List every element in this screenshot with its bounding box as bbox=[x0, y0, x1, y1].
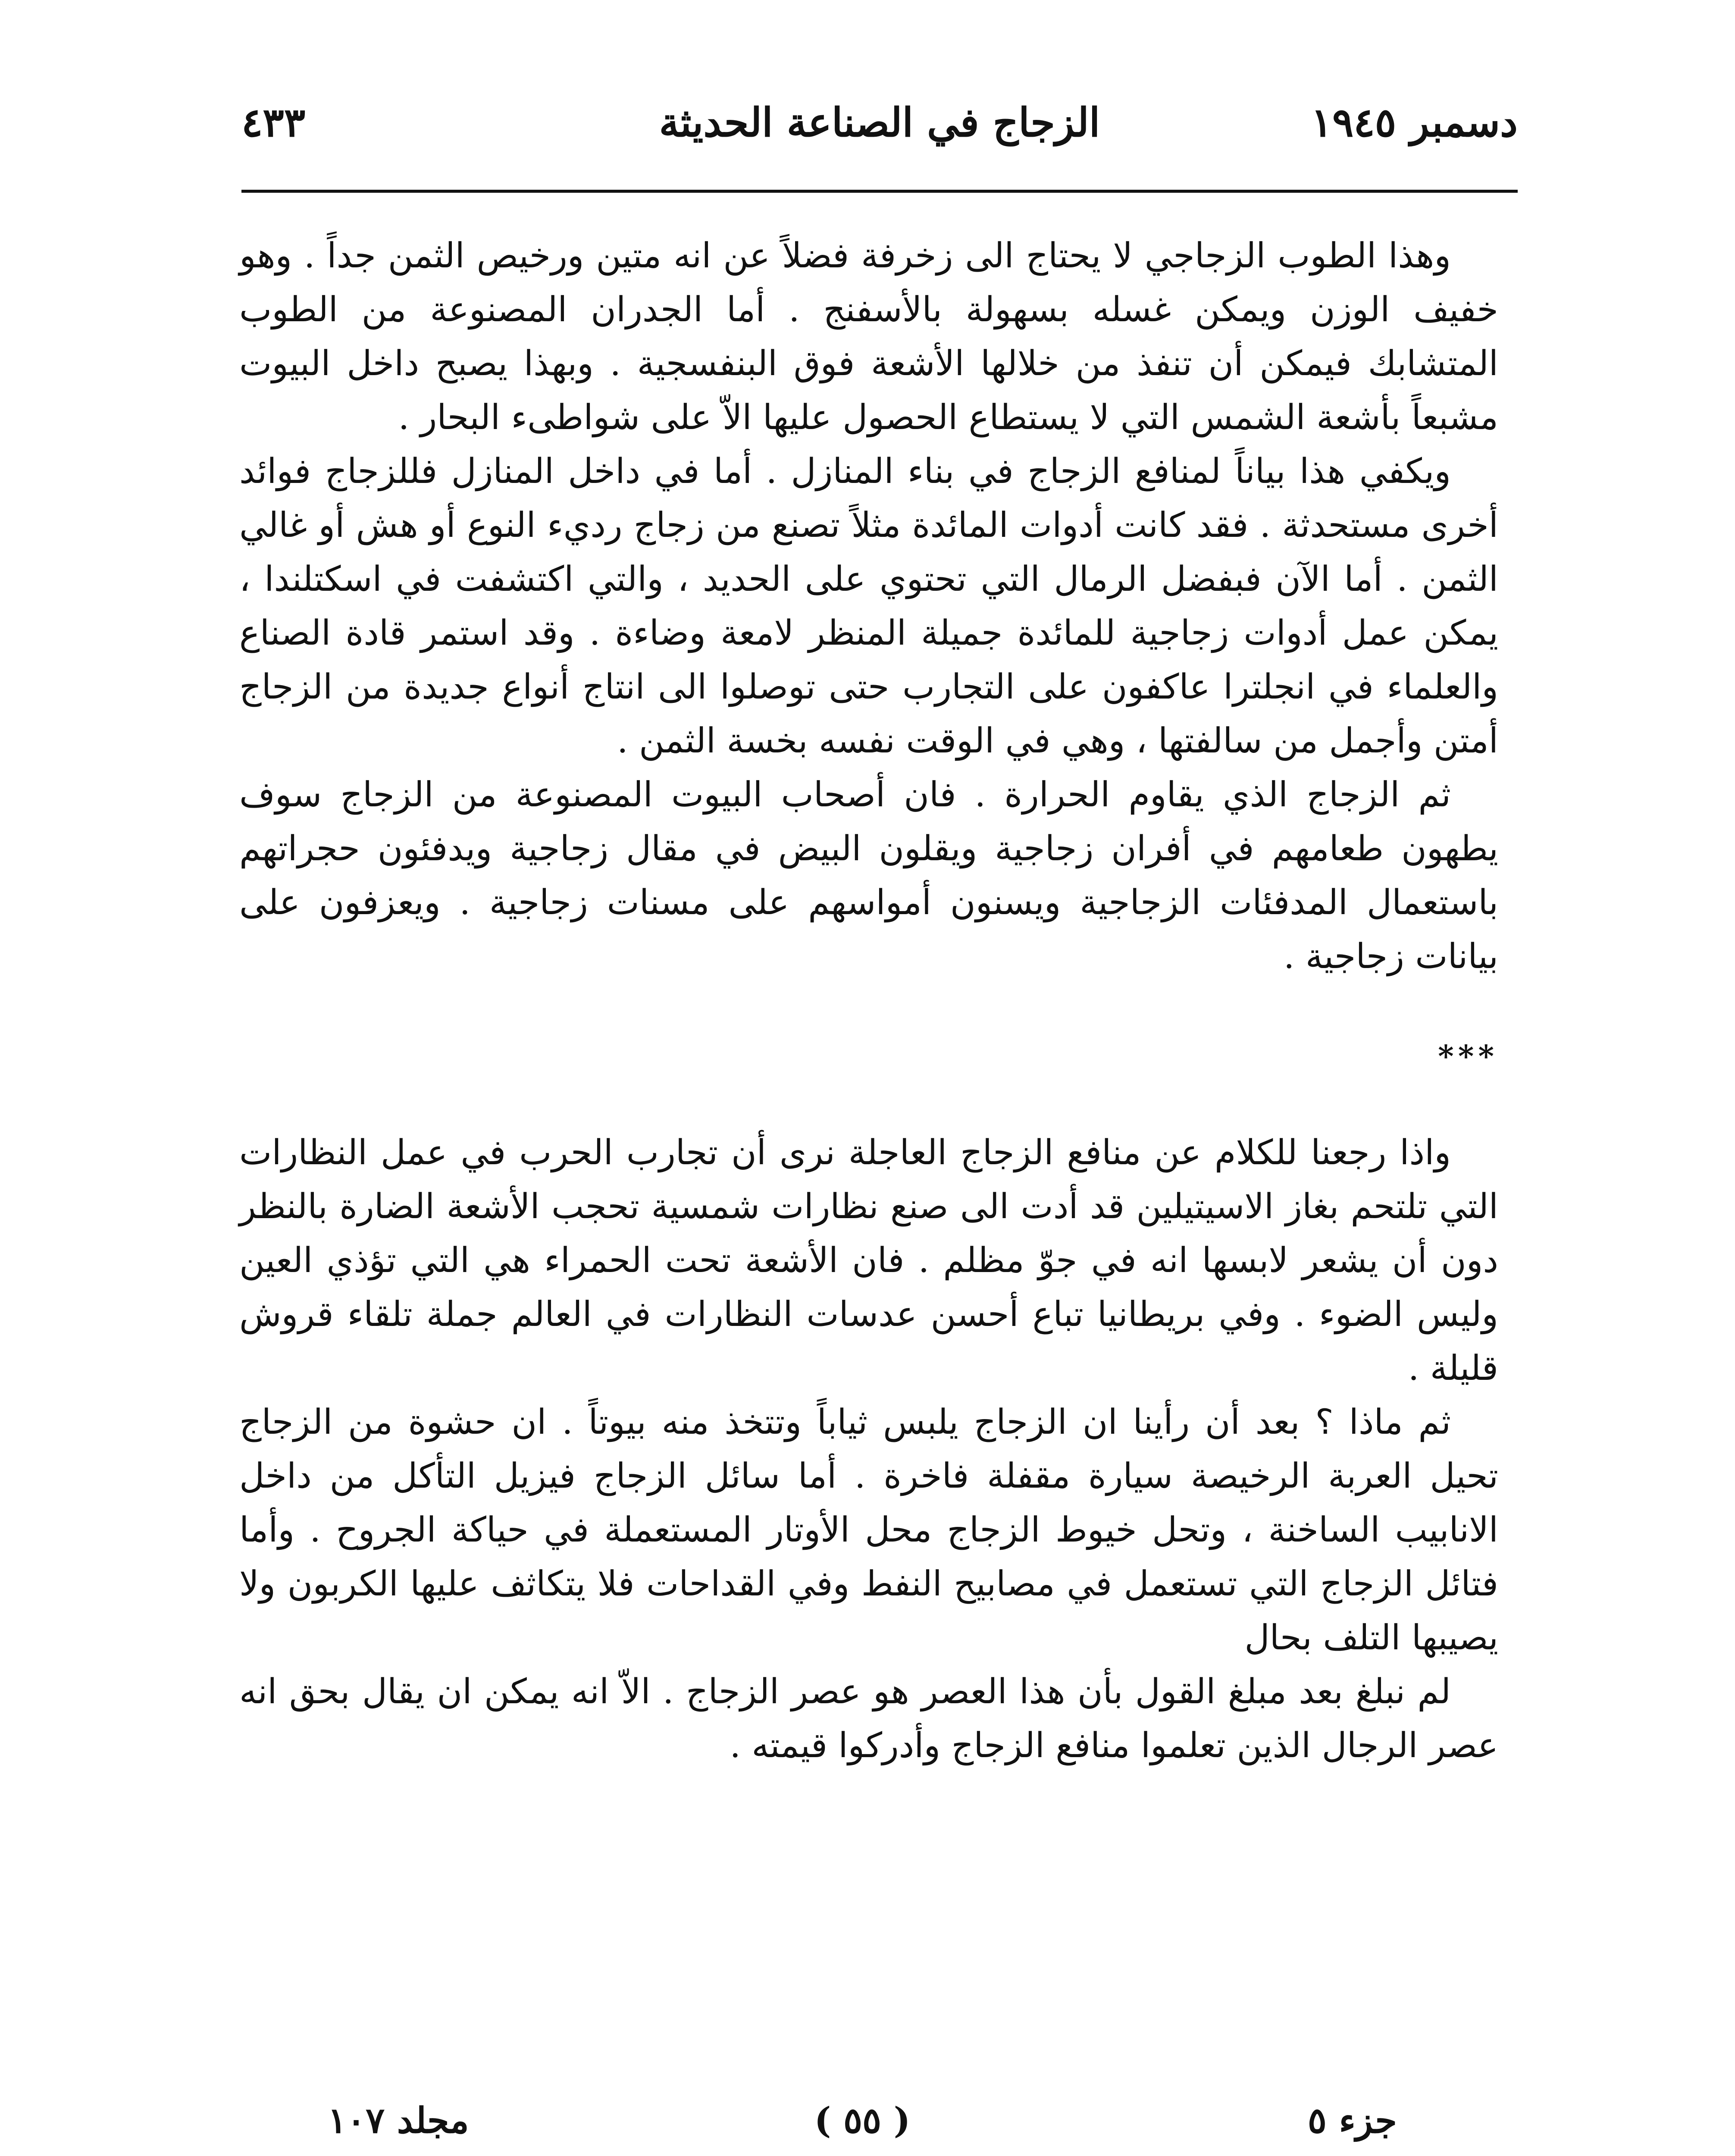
paragraph-4: واذا رجعنا للكلام عن منافع الزجاج العاجلة نرى أن تجارب الحرب في عمل النظارات التي تلتحم بغاز الاسيتيلين قد أدت الى صنع نظارات شمسية تحجب الأشعة الضارة بالنظر دون أن يشعر لابسها انه في جوّ مظلم . فان الأشعة تحت الحمراء هي التي تؤذي العين وليس الضوء . وفي بريطانيا تباع أحسن عدسات النظارات في العالم جملة تلقاء قروش قليلة . bbox=[239, 1132, 1498, 1388]
paragraph-2: ويكفي هذا بياناً لمنافع الزجاج في بناء المنازل . أما في داخل المنازل فللزجاج فوائد أخرى مستحدثة . فقد كانت أدوات المائدة مثلاً تصنع من زجاج رديء النوع أو هش أو غالي الثمن . أما الآن فبفضل الرمال التي تحتوي على الحديد ، والتي اكتشفت في اسكتلندا ، يمكن عمل أدوات زجاجية للمائدة جميلة المنظر لامعة وضاءة . وقد استمر قادة الصناع والعلماء في انجلترا عاكفون على التجارب حتى توصلوا الى انتاج أنواع جديدة من الزجاج أمتن وأجمل من سالفتها ، وهي في الوقت نفسه بخسة الثمن . bbox=[239, 451, 1498, 761]
page-footer bbox=[328, 2100, 1397, 2152]
header-divider bbox=[241, 190, 1518, 193]
paragraph-3: ثم الزجاج الذي يقاوم الحرارة . فان أصحاب البيوت المصنوعة من الزجاج سوف يطهون طعامهم في أفران زجاجية ويقلون البيض في مقال زجاجية ويدفئون حجراتهم باستعمال المدفئات الزجاجية ويسنون أمواسهم على مسنات زجاجية . ويعزفون على بيانات زجاجية . bbox=[239, 774, 1498, 976]
paragraph-6: لم نبلغ بعد مبلغ القول بأن هذا العصر هو عصر الزجاج . الاّ انه يمكن ان يقال بحق انه عصر الرجال الذين تعلموا منافع الزجاج وأدركوا قيمته . bbox=[239, 1671, 1498, 1765]
footer-sheet-number: ( ٥٥ ) bbox=[814, 2100, 911, 2141]
header-date: دسمبر ١٩٤٥ bbox=[1311, 99, 1518, 146]
footer-volume: مجلد ١٠٧ bbox=[328, 2100, 469, 2141]
header-title: الزجاج في الصناعة الحديثة bbox=[659, 99, 1100, 146]
footer-part: جزء ٥ bbox=[1307, 2100, 1397, 2141]
paragraph-1: وهذا الطوب الزجاجي لا يحتاج الى زخرفة فضلاً عن انه متين ورخيص الثمن جداً . وهو خفيف الوزن ويمكن غسله بسهولة بالأسفنج . أما الجدران المصنوعة من الطوب المتشابك فيمكن أن تنفذ من خلالها الأشعة فوق البنفسجية . وبهذا يصبح داخل البيوت مشبعاً بأشعة الشمس التي لا يستطاع الحصول عليها الاّ على شواطىء البحار . bbox=[239, 235, 1498, 437]
paragraph-5: ثم ماذا ؟ بعد أن رأينا ان الزجاج يلبس ثياباً وتتخذ منه بيوتاً . ان حشوة من الزجاج تحيل العربة الرخيصة سيارة مقفلة فاخرة . أما سائل الزجاج فيزيل التأكل من داخل الانابيب الساخنة ، وتحل خيوط الزجاج محل الأوتار المستعملة في حياكة الجروح . وأما فتائل الزجاج التي تستعمل في مصابيح النفط وفي القداحات فلا يتكاثف عليها الكربون ولا يصيبها التلف بحال bbox=[239, 1402, 1498, 1658]
page-header bbox=[241, 99, 1518, 164]
section-separator: *** bbox=[1438, 1038, 1498, 1074]
article-body bbox=[239, 229, 1498, 1772]
header-page-number: ٤٣٣ bbox=[241, 99, 306, 146]
